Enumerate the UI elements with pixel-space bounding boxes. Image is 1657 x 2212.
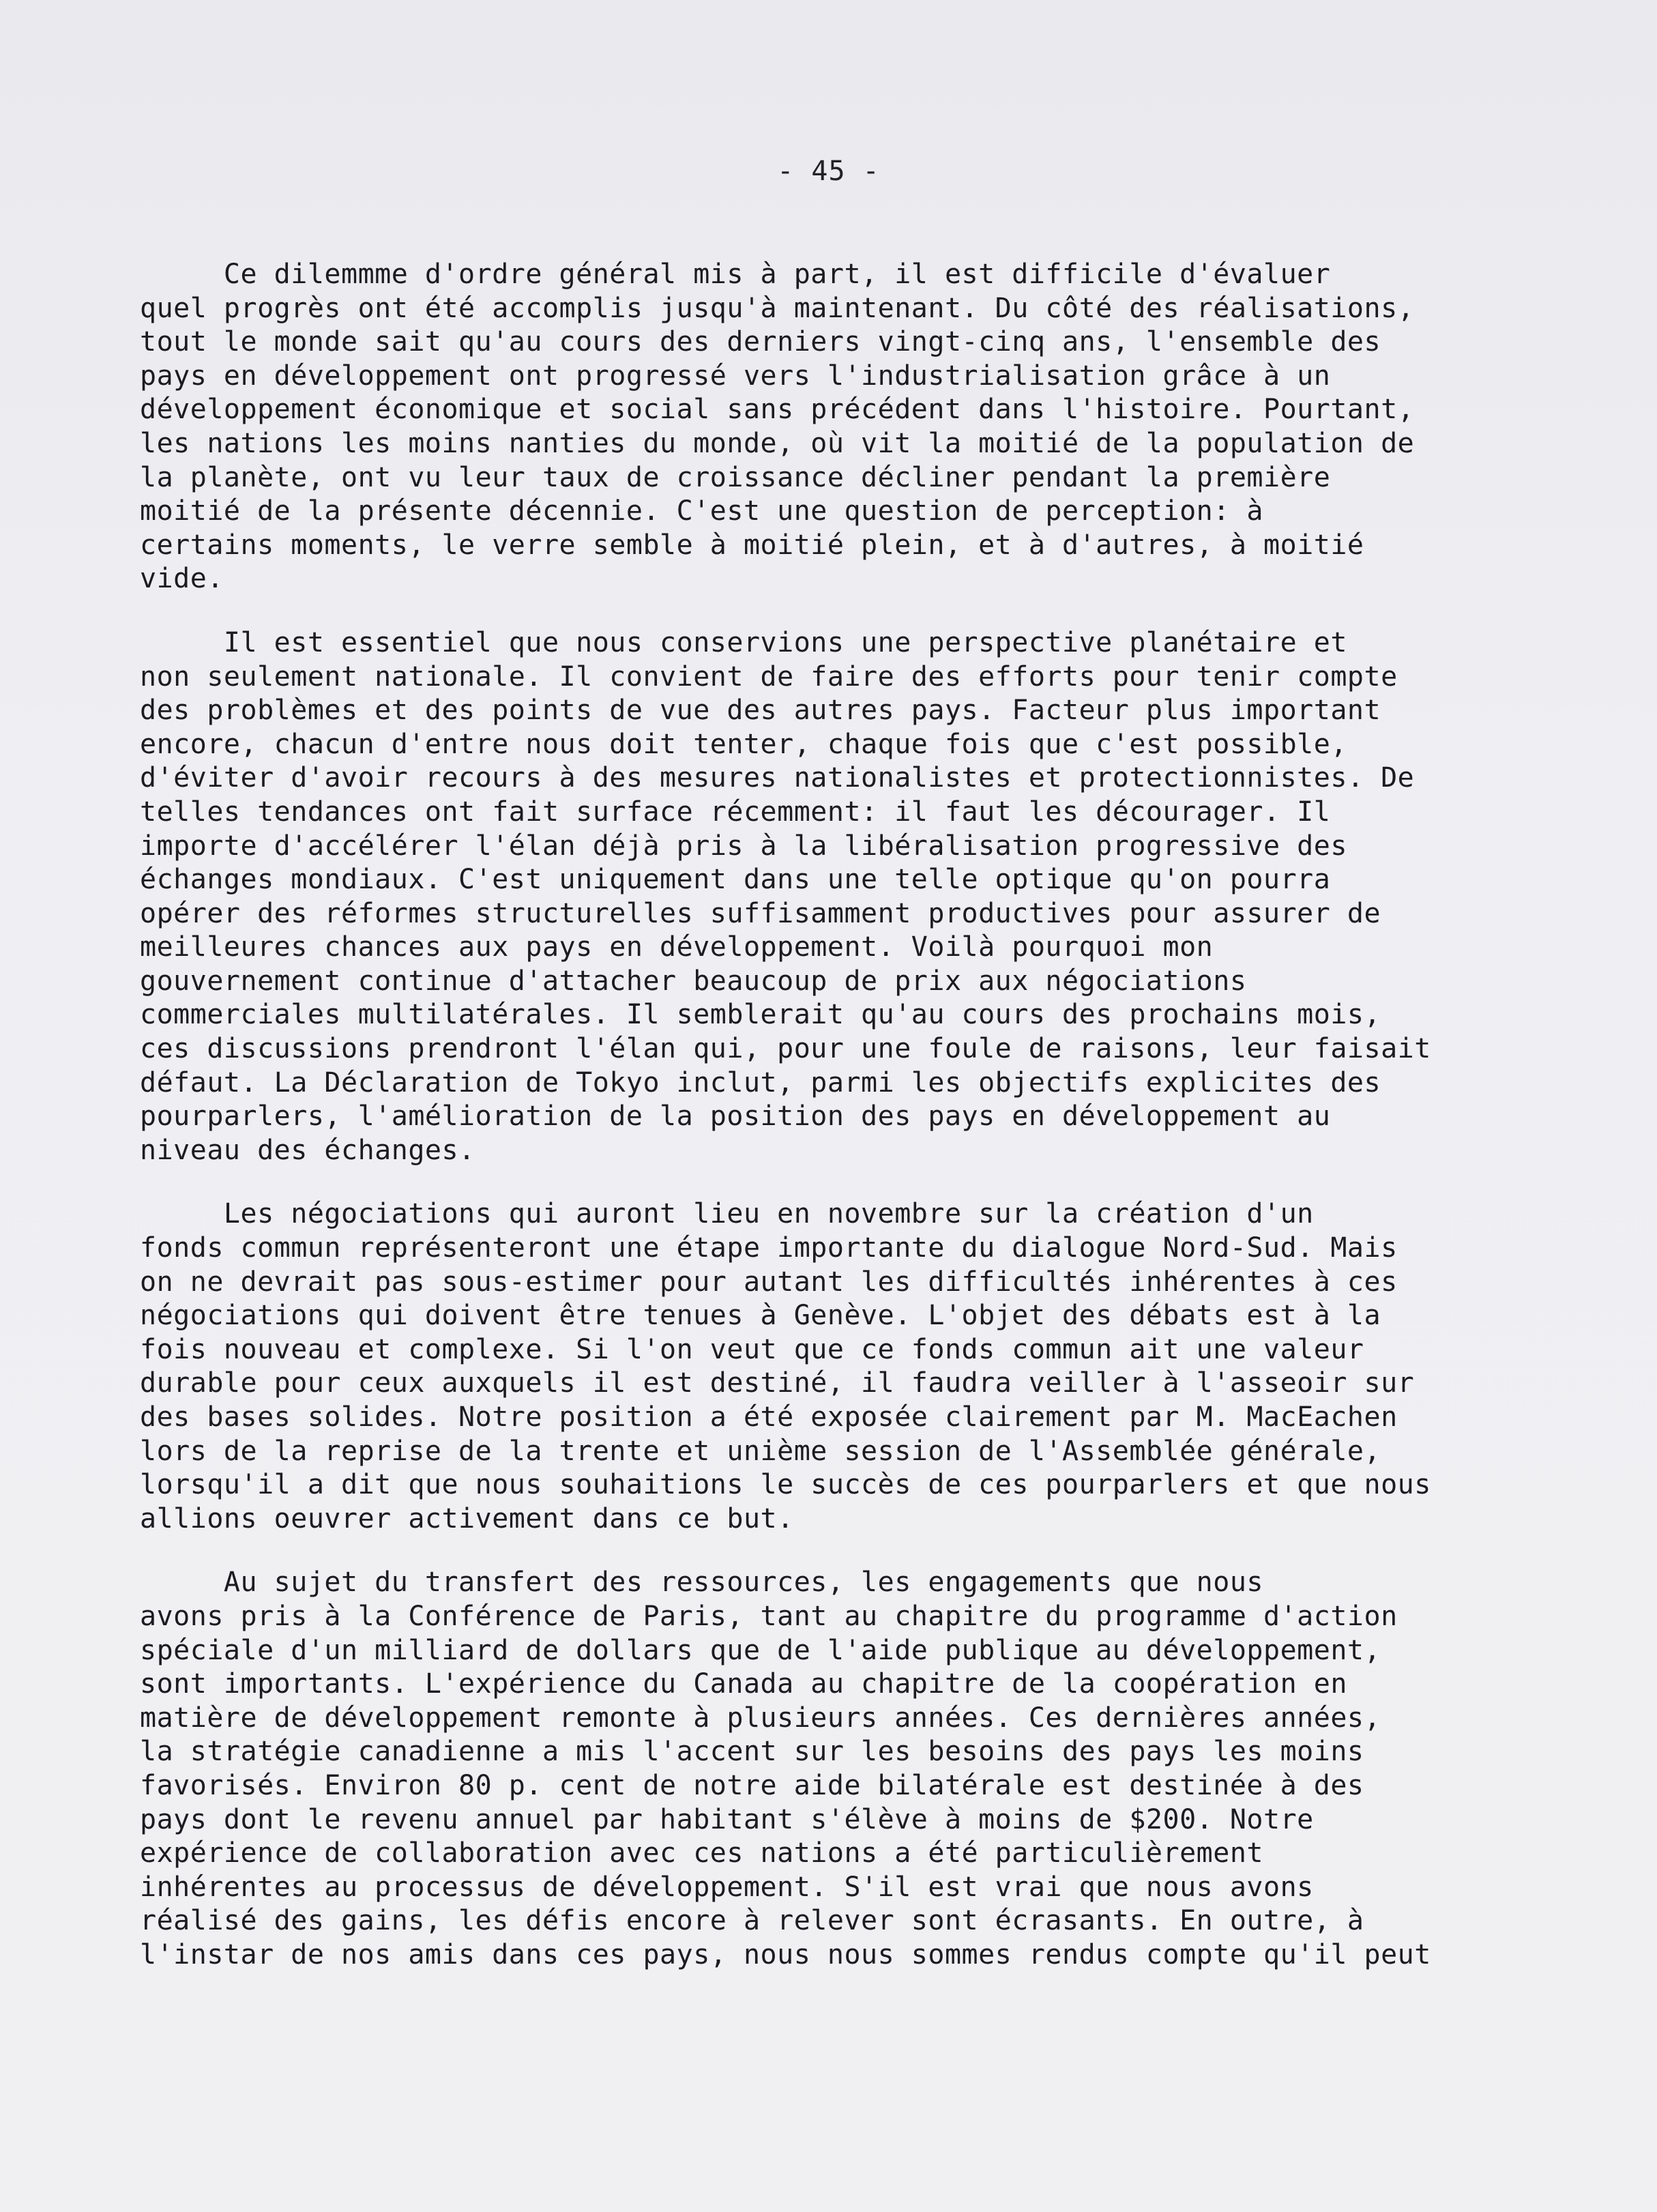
text-line: des bases solides. Notre position a été exposée clairement par M. MacEachen (140, 1401, 1398, 1433)
text-line: meilleures chances aux pays en développement. Voilà pourquoi mon (140, 931, 1214, 963)
text-line: niveau des échanges. (140, 1134, 475, 1166)
text-line: on ne devrait pas sous-estimer pour autant les difficultés inhérentes à ces (140, 1266, 1398, 1298)
text-line: négociations qui doivent être tenues à Genève. L'objet des débats est à la (140, 1300, 1381, 1332)
text-line: sont importants. L'expérience du Canada au chapitre de la coopération en (140, 1668, 1347, 1700)
text-line: les nations les moins nanties du monde, où vit la moitié de la population de (140, 427, 1415, 459)
text-line: vide. (140, 563, 224, 595)
text-line: favorisés. Environ 80 p. cent de notre aide bilatérale est destinée à des (140, 1769, 1364, 1801)
text-line: des problèmes et des points de vue des autres pays. Facteur plus important (140, 695, 1381, 727)
page-number: - 45 - (777, 156, 880, 187)
text-line: défaut. La Déclaration de Tokyo inclut, parmi les objectifs explicites des (140, 1066, 1381, 1098)
text-line: allions oeuvrer activement dans ce but. (140, 1502, 794, 1534)
text-line: échanges mondiaux. C'est uniquement dans une telle optique qu'on pourra (140, 864, 1331, 896)
text-line: développement économique et social sans précédent dans l'histoire. Pourtant, (140, 394, 1415, 426)
text-line: pays dont le revenu annuel par habitant s'élève à moins de $200. Notre (140, 1803, 1314, 1835)
text-line: certains moments, le verre semble à moitié plein, et à d'autres, à moitié (140, 529, 1364, 561)
text-line: gouvernement continue d'attacher beaucoup de prix aux négociations (140, 965, 1247, 997)
text-line: durable pour ceux auxquels il est destiné, il faudra veiller à l'asseoir sur (140, 1367, 1415, 1399)
text-line: la planète, ont vu leur taux de croissance décliner pendant la première (140, 461, 1331, 493)
text-line: Les négociations qui auront lieu en novembre sur la création d'un (140, 1198, 1314, 1230)
text-line: fonds commun représenteront une étape importante du dialogue Nord-Sud. Mais (140, 1232, 1398, 1264)
text-line: l'instar de nos amis dans ces pays, nous nous sommes rendus compte qu'il peut (140, 1938, 1431, 1970)
text-line: ces discussions prendront l'élan qui, pour une foule de raisons, leur faisait (140, 1033, 1431, 1065)
text-line: lorsqu'il a dit que nous souhaitions le succès de ces pourparlers et que nous (140, 1469, 1431, 1501)
text-line: spéciale d'un milliard de dollars que de l'aide publique au développement, (140, 1634, 1381, 1666)
text-line: avons pris à la Conférence de Paris, tant au chapitre du programme d'action (140, 1600, 1398, 1632)
text-line: Au sujet du transfert des ressources, les engagements que nous (140, 1567, 1263, 1599)
text-line: la stratégie canadienne a mis l'accent sur les besoins des pays les moins (140, 1736, 1364, 1768)
text-line: commerciales multilatérales. Il semblerait qu'au cours des prochains mois, (140, 999, 1381, 1031)
text-line: expérience de collaboration avec ces nations a été particulièrement (140, 1837, 1263, 1869)
text-line: pays en développement ont progressé vers l'industrialisation grâce à un (140, 360, 1331, 392)
text-line: matière de développement remonte à plusieurs années. Ces dernières années, (140, 1702, 1381, 1734)
text-line: pourparlers, l'amélioration de la position des pays en développement au (140, 1101, 1331, 1133)
paragraph (140, 1197, 1436, 1536)
body-text (140, 258, 1436, 1973)
text-line: d'éviter d'avoir recours à des mesures nationalistes et protectionnistes. De (140, 762, 1415, 794)
text-line: tout le monde sait qu'au cours des derniers vingt-cinq ans, l'ensemble des (140, 326, 1381, 358)
text-line: importe d'accélérer l'élan déjà pris à la libéralisation progressive des (140, 830, 1347, 862)
paragraph (140, 1566, 1436, 1972)
text-line: encore, chacun d'entre nous doit tenter, chaque fois que c'est possible, (140, 728, 1347, 760)
text-line: réalisé des gains, les défis encore à relever sont écrasants. En outre, à (140, 1905, 1364, 1937)
text-line: opérer des réformes structurelles suffisamment productives pour assurer de (140, 897, 1381, 929)
paragraph (140, 258, 1436, 596)
text-line: Il est essentiel que nous conservions une perspective planétaire et (140, 626, 1347, 658)
text-line: telles tendances ont fait surface récemment: il faut les décourager. Il (140, 796, 1331, 828)
paragraph (140, 626, 1436, 1168)
text-line: Ce dilemmme d'ordre général mis à part, il est difficile d'évaluer (140, 259, 1331, 290)
text-line: quel progrès ont été accomplis jusqu'à maintenant. Du côté des réalisations, (140, 292, 1415, 324)
text-line: fois nouveau et complexe. Si l'on veut que ce fonds commun ait une valeur (140, 1333, 1364, 1365)
text-line: lors de la reprise de la trente et unième session de l'Assemblée générale, (140, 1435, 1381, 1467)
text-line: inhérentes au processus de développement. S'il est vrai que nous avons (140, 1871, 1314, 1903)
text-line: non seulement nationale. Il convient de faire des efforts pour tenir compte (140, 660, 1398, 693)
text-line: moitié de la présente décennie. C'est une question de perception: à (140, 495, 1263, 527)
